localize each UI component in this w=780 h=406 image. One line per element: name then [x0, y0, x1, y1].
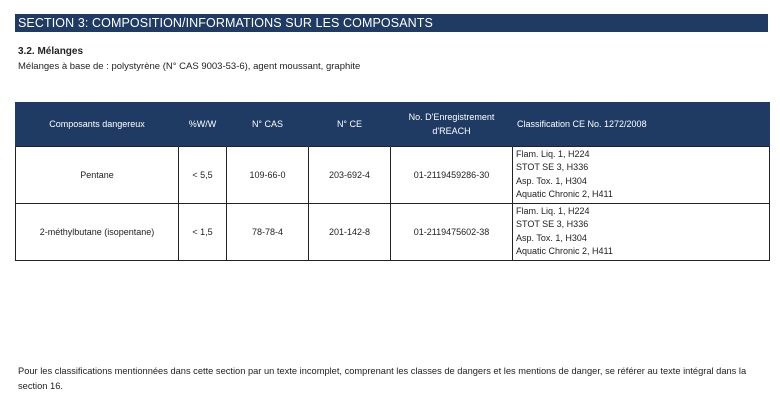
- classification-line: STOT SE 3, H336: [516, 219, 589, 230]
- cell-ww: < 1,5: [179, 204, 227, 261]
- classification-line: Aquatic Chronic 2, H411: [516, 188, 613, 199]
- cell-ce: 201-142-8: [309, 204, 391, 261]
- cell-classification: [513, 204, 770, 261]
- classification-line: Asp. Tox. 1, H304: [516, 175, 587, 186]
- header-reach: No. D'Enregistrement d'REACH: [391, 102, 513, 147]
- cell-name: Pentane: [16, 147, 179, 204]
- header-ww: %W/W: [179, 102, 227, 147]
- cell-name: 2-méthylbutane (isopentane): [16, 204, 179, 261]
- table-row: [16, 147, 770, 204]
- classification-line: Asp. Tox. 1, H304: [516, 232, 587, 243]
- cell-cas: 109-66-0: [227, 147, 309, 204]
- footer-note: Pour les classifications mentionnées dans cette section par un texte incomplet, comprenant les classes de dangers et les mentions de danger, se référer au texte intégral dans la section 16.: [18, 366, 747, 391]
- header-composants: Composants dangereux: [16, 102, 179, 147]
- cell-reach: 01-2119475602-38: [391, 204, 513, 261]
- table-row: [16, 204, 770, 261]
- classification-line: Aquatic Chronic 2, H411: [516, 245, 613, 256]
- composition-table: [15, 102, 770, 261]
- cell-ww: < 5,5: [179, 147, 227, 204]
- cell-reach: 01-2119459286-30: [391, 147, 513, 204]
- subsection-title: 3.2. Mélanges: [18, 46, 84, 57]
- classification-line: STOT SE 3, H336: [516, 162, 589, 173]
- header-cas: N° CAS: [227, 102, 309, 147]
- header-ce: N° CE: [309, 102, 391, 147]
- classification-line: Flam. Liq. 1, H224: [516, 149, 590, 159]
- cell-cas: 78-78-4: [227, 204, 309, 261]
- header-classification: Classification CE No. 1272/2008: [513, 102, 770, 147]
- cell-ce: 203-692-4: [309, 147, 391, 204]
- cell-classification: [513, 147, 770, 204]
- subsection-description: Mélanges à base de : polystyrène (N° CAS 9003-53-6), agent moussant, graphite: [18, 61, 361, 72]
- classification-line: Flam. Liq. 1, H224: [516, 206, 590, 216]
- section-title: SECTION 3: COMPOSITION/INFORMATIONS SUR LES COMPOSANTS: [15, 14, 768, 32]
- table-header-row: [16, 102, 770, 147]
